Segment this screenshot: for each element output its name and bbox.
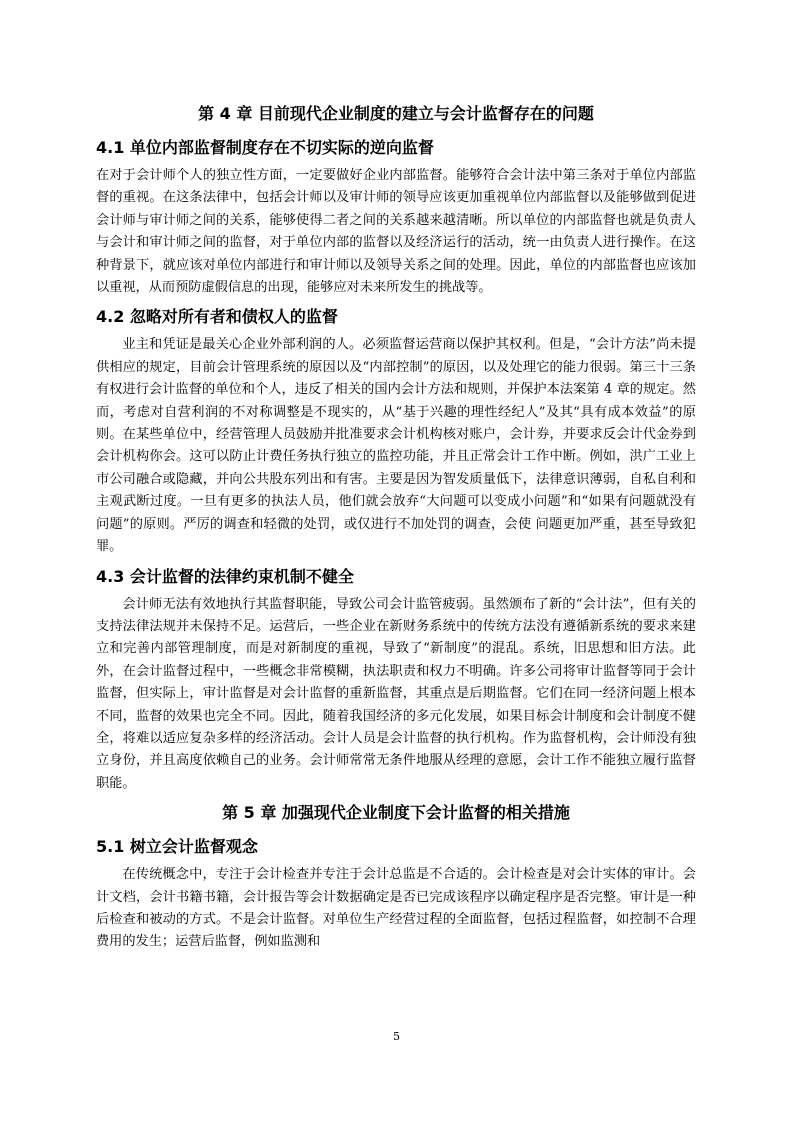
- chapter-4-title: 第 4 章 目前现代企业制度的建立与会计监督存在的问题: [198, 104, 594, 123]
- page-content: [96, 100, 696, 954]
- section-5-1-title: 5.1 树立会计监督观念: [96, 837, 258, 857]
- section-4-3-paragraph: 会计师无法有效地执行其监督职能，导致公司会计监管疲弱。虽然颁布了新的“会计法”，但有关的支持法律法规并未保持不足。运营后，一些企业在新财务系统中的传统方法没有遵循新系统的要求来建立和完善内部管理制度，而是对新制度的重视，导致了“新制度”的混乱。系统，旧思想和旧方法。此外，在会计监督过程中，一些概念非常模糊，执法职责和权力不明确。许多公司将审计监督等同于会计监督，但实际上，审计监督是对会计监督的重新监督，其重点是后期监督。它们在同一经济问题上根本不同，监督的效果也完全不同。因此，随着我国经济的多元化发展，如果目标会计制度和会计制度不健全，将难以适应复杂多样的经济活动。会计人员是会计监督的执行机构。作为监督机构，会计师没有独立身份，并且高度依赖自己的业务。会计师常常无条件地服从经理的意愿，会计工作不能独立履行监督职能。: [96, 596, 696, 791]
- section-5-1-paragraph: 在传统概念中，专注于会计检查并专注于会计总监是不合适的。会计检查是对会计实体的审计。会计文档，会计书籍书籍，会计报告等会计数据确定是否已完成该程序以确定程序是否完整。审计是一种后检查和被动的方式。不是会计监督。对单位生产经营过程的全面监督，包括过程监督，如控制不合理费用的发生；运营后监督，例如监测和: [96, 867, 696, 950]
- section-4-2-title: 4.2 忽略对所有者和债权人的监督: [96, 307, 338, 327]
- page-number: 5: [393, 1030, 400, 1043]
- section-4-3-title: 4.3 会计监督的法律约束机制不健全: [96, 566, 354, 586]
- section-4-2-paragraph: 业主和凭证是最关心企业外部利润的人。必须监督运营商以保护其权利。但是，“会计方法”尚未提供相应的规定，目前会计管理系统的原因以及“内部控制”的原因，以及处理它的能力很弱。第三十三条有权进行会计监督的单位和个人，违反了相关的国内会计方法和规则，并保护本法案第 4 章的规定。然而，考虑对自营利润的不对称调整是不现实的，从“基于兴趣的理性经纪人”及其“具有成本效益”的原则。在某些单位中，经营管理人员鼓励并批准要求会计机构核对账户，会计券，并要求反会计代金券到会计机构你会。这可以防止计费任务执行独立的监控功能，并且正常会计工作中断。例如，洪广工业上市公司融合或隐藏，并向公共股东列出和有害。主要是因为智发质量低下，法律意识薄弱，自私自利和主观武断过度。一旦有更多的执法人员，他们就会放弃“大问题可以变成小问题”和“如果有问题就没有问题”的原则。严厉的调查和轻微的处罚，或仅进行不加处罚的调查，会使 问题更加严重，甚至导致犯罪。: [96, 337, 696, 555]
- chapter-5-title: 第 5 章 加强现代企业制度下会计监督的相关措施: [222, 803, 570, 823]
- section-4-1-title: 4.1 单位内部监督制度存在不切实际的逆向监督: [96, 138, 434, 157]
- section-4-1-paragraph: 在对于会计师个人的独立性方面，一定要做好企业内部监督。能够符合会计法中第三条对于单位内部监督的重视。在这条法律中，包括会计师以及审计师的领导应该更加重视单位内部监督以及能够做到促进会计师与审计师之间的关系，能够使得二者之间的关系越来越清晰。所以单位的内部监督也就是负责人与会计和审计师之间的监督，对于单位内部的监督以及经济运行的活动，统一由负责人进行操作。在这种背景下，就应该对单位内部进行和审计师以及领导关系之间的处理。因此，单位的内部监督也应该加以重视，从而预防虚假信息的出现，能够应对未来所发生的挑战等。: [96, 168, 696, 296]
